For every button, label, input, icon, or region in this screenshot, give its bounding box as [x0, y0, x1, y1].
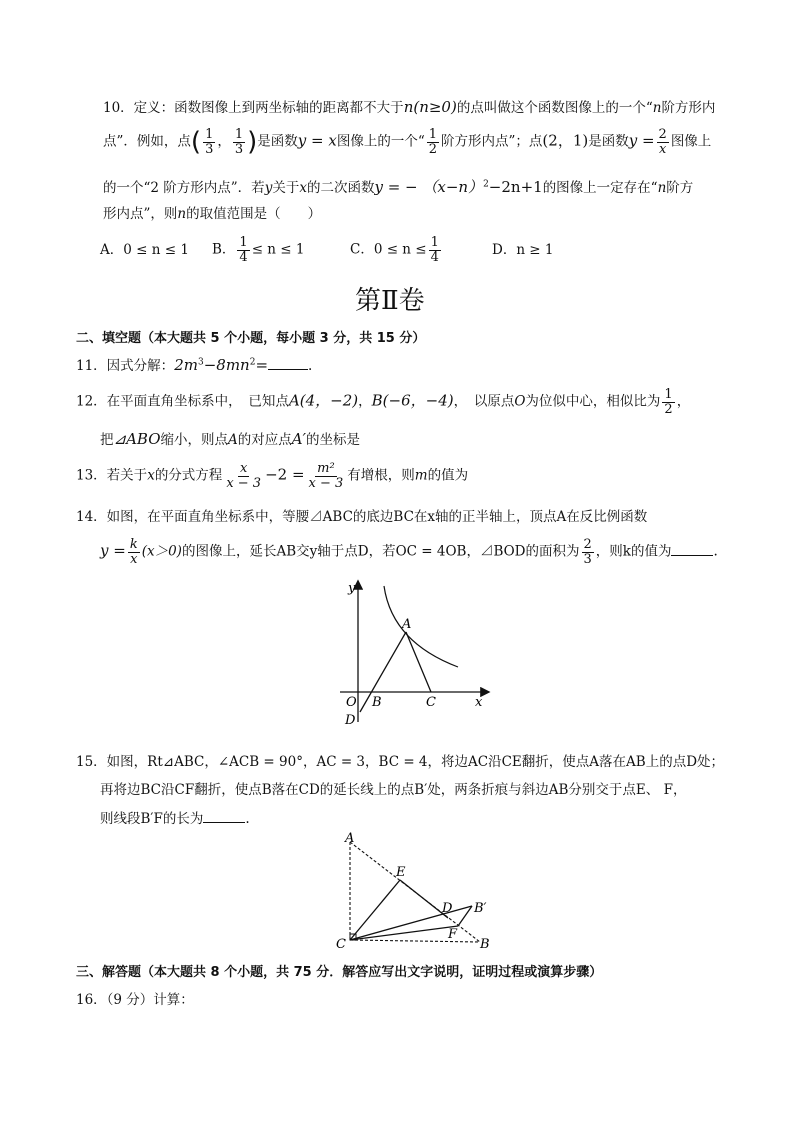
q15-figure [330, 830, 500, 954]
label-e: E [396, 865, 406, 880]
label-f: F [448, 927, 458, 942]
segment-ac [406, 632, 431, 692]
q10-line2: 点”．例如，点( $\frac{1}{3}$ ， $\frac{1}{3}$ )是函数y = x图像上的一个“ $\frac{1}{2}$ 阶方形内点”；点(2，1)是函数y = $\frac{2}{x}$ 图像上 [103, 127, 712, 158]
label-o: O [346, 695, 357, 710]
q10-option-d: D．n ≥ 1 [492, 242, 554, 258]
q15-line2: 再将边BC沿CF翻折，使点B落在CD的延长线上的点B′处，两条折痕与斜边AB分别交于点E、 F， [100, 782, 687, 798]
q14-figure [330, 572, 500, 732]
segment-da [360, 632, 406, 712]
segment-cb-dashed [350, 940, 480, 942]
label-c: C [426, 695, 436, 710]
q15-line3: 则线段B′F的长为 . [100, 811, 250, 827]
segment-cf [350, 926, 458, 940]
label-b: B [372, 695, 382, 710]
q14-answer-blank[interactable] [671, 545, 713, 556]
q12-line1: 12．在平面直角坐标系中， 已知点A(4，−2)，B(−6，−4)， 以原点O为位似中心，相似比为 $\frac{1}{2}$ ， [76, 387, 691, 417]
q14-line1: 14．如图，在平面直角坐标系中，等腰⊿ABC的底边BC在x轴的正半轴上，顶点A在反比例函数 [76, 509, 648, 525]
segment-ce [350, 880, 400, 940]
label-x: x [475, 695, 483, 710]
q11: 11．因式分解：$2m^3-8mn^2=$ . [76, 356, 313, 374]
q10-line3: 的一个“2 阶方形内点”．若y关于x的二次函数y = − $(x-n)^2-2n+1$的图像上一定存在“n阶方 [103, 178, 694, 196]
segment-ed [400, 880, 448, 918]
q11-answer-blank[interactable] [268, 359, 308, 370]
section-answer-title: 三、解答题（本大题共 8 个小题，共 75 分．解答应写出文字说明，证明过程或演算步骤） [76, 965, 603, 980]
label-d: D [442, 901, 453, 916]
q10-line1: 10．定义：函数图像上到两坐标轴的距离都不大于n(n≥0)的点叫做这个函数图像上的一个“n阶方形内 [103, 98, 716, 116]
label-b: B [480, 937, 490, 952]
q10-option-c: C．0 ≤ n ≤ $\frac{1}{4}$ [350, 235, 439, 265]
label-bprime: B′ [474, 901, 487, 916]
label-c: C [336, 937, 346, 952]
label-a: A [345, 831, 355, 846]
part-title: 第Ⅱ卷 [355, 286, 425, 316]
label-y: y [348, 581, 356, 596]
q12-line2: 把⊿ABO缩小，则点A的对应点A′的坐标是 [100, 430, 360, 448]
q10-option-a: A．0 ≤ n ≤ 1 [100, 242, 189, 258]
section-fill-in-title: 二、填空题（本大题共 5 个小题，每小题 3 分，共 15 分） [76, 331, 426, 346]
q13: 13．若关于x的分式方程 $\frac{x}{x - 3}$ −2 = $\frac{\text{m²}}{x - 3}$ 有增根，则m的值为 [76, 461, 469, 491]
q15-line1: 15．如图，Rt⊿ABC，∠ACB = 90°，AC = 3，BC = 4，将边AC沿CE翻折，使点A落在AB上的点D处； [76, 754, 725, 770]
q10-line4: 形内点”，则n的取值范围是（ ） [103, 206, 322, 222]
hyperbola-curve [384, 586, 458, 667]
q16: 16．（9 分）计算： [76, 992, 194, 1008]
q10-option-b: B． $\frac{1}{4}$ ≤ n ≤ 1 [212, 235, 305, 265]
label-d: D [345, 713, 356, 728]
label-a: A [402, 617, 412, 632]
q15-answer-blank[interactable] [203, 812, 245, 823]
q14-line2: y = $\frac{k}{x}$ (x＞0)的图像上，延长AB交y轴于点D，若OC = 4OB，⊿BOD的面积为 $\frac{2}{3}$ ，则k的值为 . [100, 537, 718, 567]
